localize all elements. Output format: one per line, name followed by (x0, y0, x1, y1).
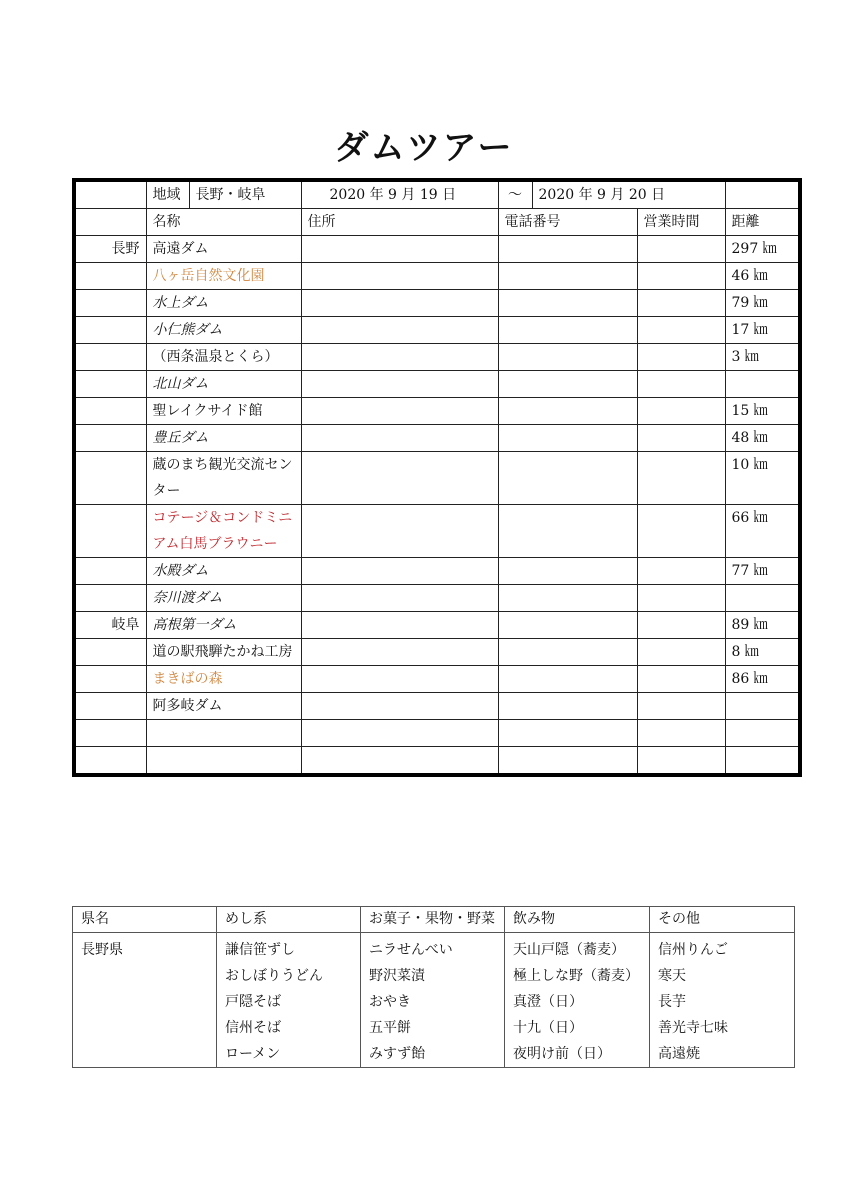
tour-row (74, 317, 800, 344)
row-address (301, 344, 498, 371)
row-region: 長野 (74, 236, 146, 263)
row-phone (498, 371, 637, 398)
tour-row (74, 452, 800, 505)
row-address (301, 452, 498, 505)
row-address (301, 666, 498, 693)
row-hours (637, 290, 725, 317)
row-name: まきばの森 (146, 666, 301, 693)
row-phone (498, 236, 637, 263)
row-distance: 8 ㎞ (725, 639, 800, 666)
row-hours (637, 236, 725, 263)
row-address (301, 263, 498, 290)
info-spacer (74, 180, 146, 209)
row-address (301, 612, 498, 639)
food-item: 謙信笹ずし (225, 942, 295, 958)
row-name: 聖レイクサイド館 (146, 398, 301, 425)
row-region (74, 505, 146, 558)
row-name: 北山ダム (146, 371, 301, 398)
row-region (74, 425, 146, 452)
row-distance (725, 720, 800, 747)
row-hours (637, 505, 725, 558)
row-name: コテージ＆コンドミニアム白馬ブラウニー (146, 505, 301, 558)
row-hours (637, 693, 725, 720)
foods-header-meals: めし系 (217, 907, 361, 933)
row-phone (498, 666, 637, 693)
row-name: 小仁熊ダム (146, 317, 301, 344)
region-label: 地域 (146, 180, 189, 209)
row-phone (498, 505, 637, 558)
foods-col-meals (217, 933, 361, 1068)
food-item: 寒天 (658, 968, 686, 984)
row-distance (725, 585, 800, 612)
foods-header-prefecture: 県名 (73, 907, 217, 933)
row-name: 豊丘ダム (146, 425, 301, 452)
row-hours (637, 747, 725, 776)
row-address (301, 371, 498, 398)
row-region (74, 666, 146, 693)
date-from: 2020 年 9 月 19 日 (301, 180, 498, 209)
row-distance: 86 ㎞ (725, 666, 800, 693)
tour-row (74, 371, 800, 398)
row-distance: 66 ㎞ (725, 505, 800, 558)
row-distance: 79 ㎞ (725, 290, 800, 317)
row-region (74, 290, 146, 317)
foods-header-row (73, 907, 795, 933)
row-name: 水上ダム (146, 290, 301, 317)
tour-row (74, 612, 800, 639)
food-item: 真澄（日） (513, 994, 583, 1010)
header-phone: 電話番号 (498, 209, 637, 236)
row-phone (498, 558, 637, 585)
row-region (74, 585, 146, 612)
row-distance: 46 ㎞ (725, 263, 800, 290)
row-phone (498, 693, 637, 720)
food-item: 天山戸隠（蕎麦） (513, 942, 625, 958)
row-region (74, 398, 146, 425)
foods-col-drinks (505, 933, 650, 1068)
header-address: 住所 (301, 209, 498, 236)
row-address (301, 747, 498, 776)
row-address (301, 398, 498, 425)
row-name (146, 747, 301, 776)
row-phone (498, 585, 637, 612)
row-address (301, 639, 498, 666)
header-hours: 営業時間 (637, 209, 725, 236)
row-address (301, 505, 498, 558)
row-region (74, 452, 146, 505)
tour-row (74, 693, 800, 720)
row-name: （西条温泉とくら） (146, 344, 301, 371)
foods-body-row (73, 933, 795, 1068)
tour-row (74, 425, 800, 452)
food-item: 五平餅 (369, 1020, 411, 1036)
header-region (74, 209, 146, 236)
tour-row (74, 639, 800, 666)
region-value: 長野・岐阜 (189, 180, 301, 209)
local-foods-table (72, 906, 795, 1068)
row-hours (637, 612, 725, 639)
food-item: 夜明け前（日） (513, 1046, 611, 1062)
food-item: おやき (369, 994, 411, 1010)
row-address (301, 425, 498, 452)
tour-row (74, 558, 800, 585)
row-hours (637, 344, 725, 371)
row-name: 高根第一ダム (146, 612, 301, 639)
row-phone (498, 612, 637, 639)
row-phone (498, 317, 637, 344)
row-region (74, 558, 146, 585)
tour-row (74, 263, 800, 290)
row-distance (725, 747, 800, 776)
row-region (74, 693, 146, 720)
row-address (301, 693, 498, 720)
food-item: 信州りんご (658, 942, 728, 958)
tour-row (74, 236, 800, 263)
header-name: 名称 (146, 209, 301, 236)
row-region (74, 263, 146, 290)
tour-row (74, 747, 800, 776)
row-distance: 17 ㎞ (725, 317, 800, 344)
row-name: 道の駅飛騨たかね工房 (146, 639, 301, 666)
row-region (74, 639, 146, 666)
row-name: 阿多岐ダム (146, 693, 301, 720)
row-phone (498, 398, 637, 425)
row-distance: 15 ㎞ (725, 398, 800, 425)
tour-row (74, 720, 800, 747)
row-hours (637, 398, 725, 425)
row-name (146, 720, 301, 747)
foods-header-other: その他 (650, 907, 795, 933)
row-phone (498, 344, 637, 371)
row-distance: 10 ㎞ (725, 452, 800, 505)
food-item: 野沢菜漬 (369, 968, 425, 984)
tour-row (74, 398, 800, 425)
row-phone (498, 720, 637, 747)
row-address (301, 720, 498, 747)
row-phone (498, 263, 637, 290)
food-item: 高遠焼 (658, 1046, 700, 1062)
row-distance: 89 ㎞ (725, 612, 800, 639)
row-distance: 77 ㎞ (725, 558, 800, 585)
row-phone (498, 747, 637, 776)
tour-row (74, 505, 800, 558)
row-address (301, 585, 498, 612)
food-item: みすず飴 (369, 1046, 426, 1062)
row-name: 八ヶ岳自然文化園 (146, 263, 301, 290)
row-address (301, 558, 498, 585)
row-hours (637, 371, 725, 398)
date-to: 2020 年 9 月 20 日 (532, 180, 725, 209)
row-name: 高遠ダム (146, 236, 301, 263)
row-hours (637, 720, 725, 747)
row-distance: 3 ㎞ (725, 344, 800, 371)
food-item: ローメン (225, 1046, 281, 1062)
row-region (74, 747, 146, 776)
tilde: ～ (498, 180, 532, 209)
food-item: 極上しな野（蕎麦） (513, 968, 639, 984)
row-address (301, 290, 498, 317)
row-phone (498, 290, 637, 317)
row-region (74, 317, 146, 344)
row-region: 岐阜 (74, 612, 146, 639)
food-item: 信州そば (225, 1020, 281, 1036)
tour-row (74, 666, 800, 693)
page-title: ダムツアー (334, 128, 514, 168)
foods-col-other (650, 933, 795, 1068)
row-address (301, 317, 498, 344)
row-phone (498, 639, 637, 666)
row-distance (725, 693, 800, 720)
row-name: 水殿ダム (146, 558, 301, 585)
foods-header-sweets: お菓子・果物・野菜 (361, 907, 505, 933)
row-name: 蔵のまち観光交流センター (146, 452, 301, 505)
row-hours (637, 558, 725, 585)
header-distance: 距離 (725, 209, 800, 236)
tour-row (74, 344, 800, 371)
food-item: 長芋 (658, 994, 686, 1010)
row-phone (498, 452, 637, 505)
row-hours (637, 639, 725, 666)
row-hours (637, 317, 725, 344)
food-item: 十九（日） (513, 1020, 583, 1036)
dam-tour-table (72, 178, 802, 777)
row-region (74, 720, 146, 747)
row-phone (498, 425, 637, 452)
row-distance: 48 ㎞ (725, 425, 800, 452)
info-blank (725, 180, 800, 209)
food-item: ニラせんべい (369, 942, 453, 958)
row-hours (637, 452, 725, 505)
tour-row (74, 585, 800, 612)
foods-col-sweets (361, 933, 505, 1068)
row-name: 奈川渡ダム (146, 585, 301, 612)
foods-header-drinks: 飲み物 (505, 907, 650, 933)
row-hours (637, 585, 725, 612)
tour-info-row (74, 180, 800, 209)
tour-header-row (74, 209, 800, 236)
row-distance (725, 371, 800, 398)
row-distance: 297 ㎞ (725, 236, 800, 263)
tour-row (74, 290, 800, 317)
foods-prefecture: 長野県 (73, 933, 217, 1068)
row-address (301, 236, 498, 263)
row-region (74, 344, 146, 371)
food-item: 戸隠そば (225, 994, 281, 1010)
food-item: おしぼりうどん (225, 968, 323, 984)
row-hours (637, 666, 725, 693)
row-hours (637, 263, 725, 290)
food-item: 善光寺七味 (658, 1020, 728, 1036)
row-hours (637, 425, 725, 452)
row-region (74, 371, 146, 398)
